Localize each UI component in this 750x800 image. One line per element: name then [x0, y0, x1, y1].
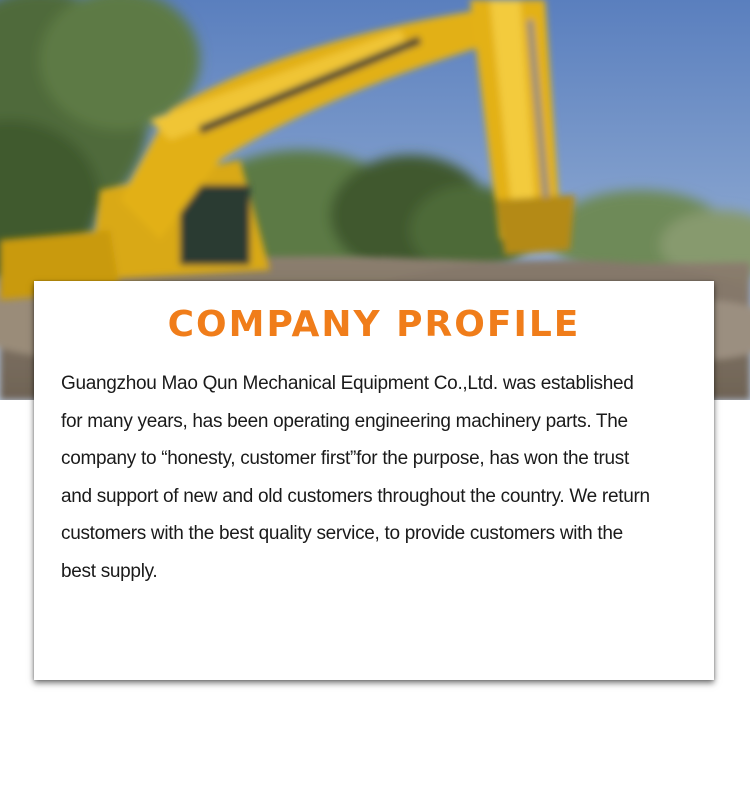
page-title: COMPANY PROFILE — [167, 304, 581, 345]
company-profile-card — [34, 281, 714, 680]
profile-description: Guangzhou Mao Qun Mechanical Equipment Co.,Ltd. was established for many years, has been operating engineering machinery parts. The company to “honesty, customer first”for the purpose, has won the trust and support of new and old customers throughout the country. We return customers with the best quality service, to provide customers with the best supply. — [61, 373, 650, 582]
